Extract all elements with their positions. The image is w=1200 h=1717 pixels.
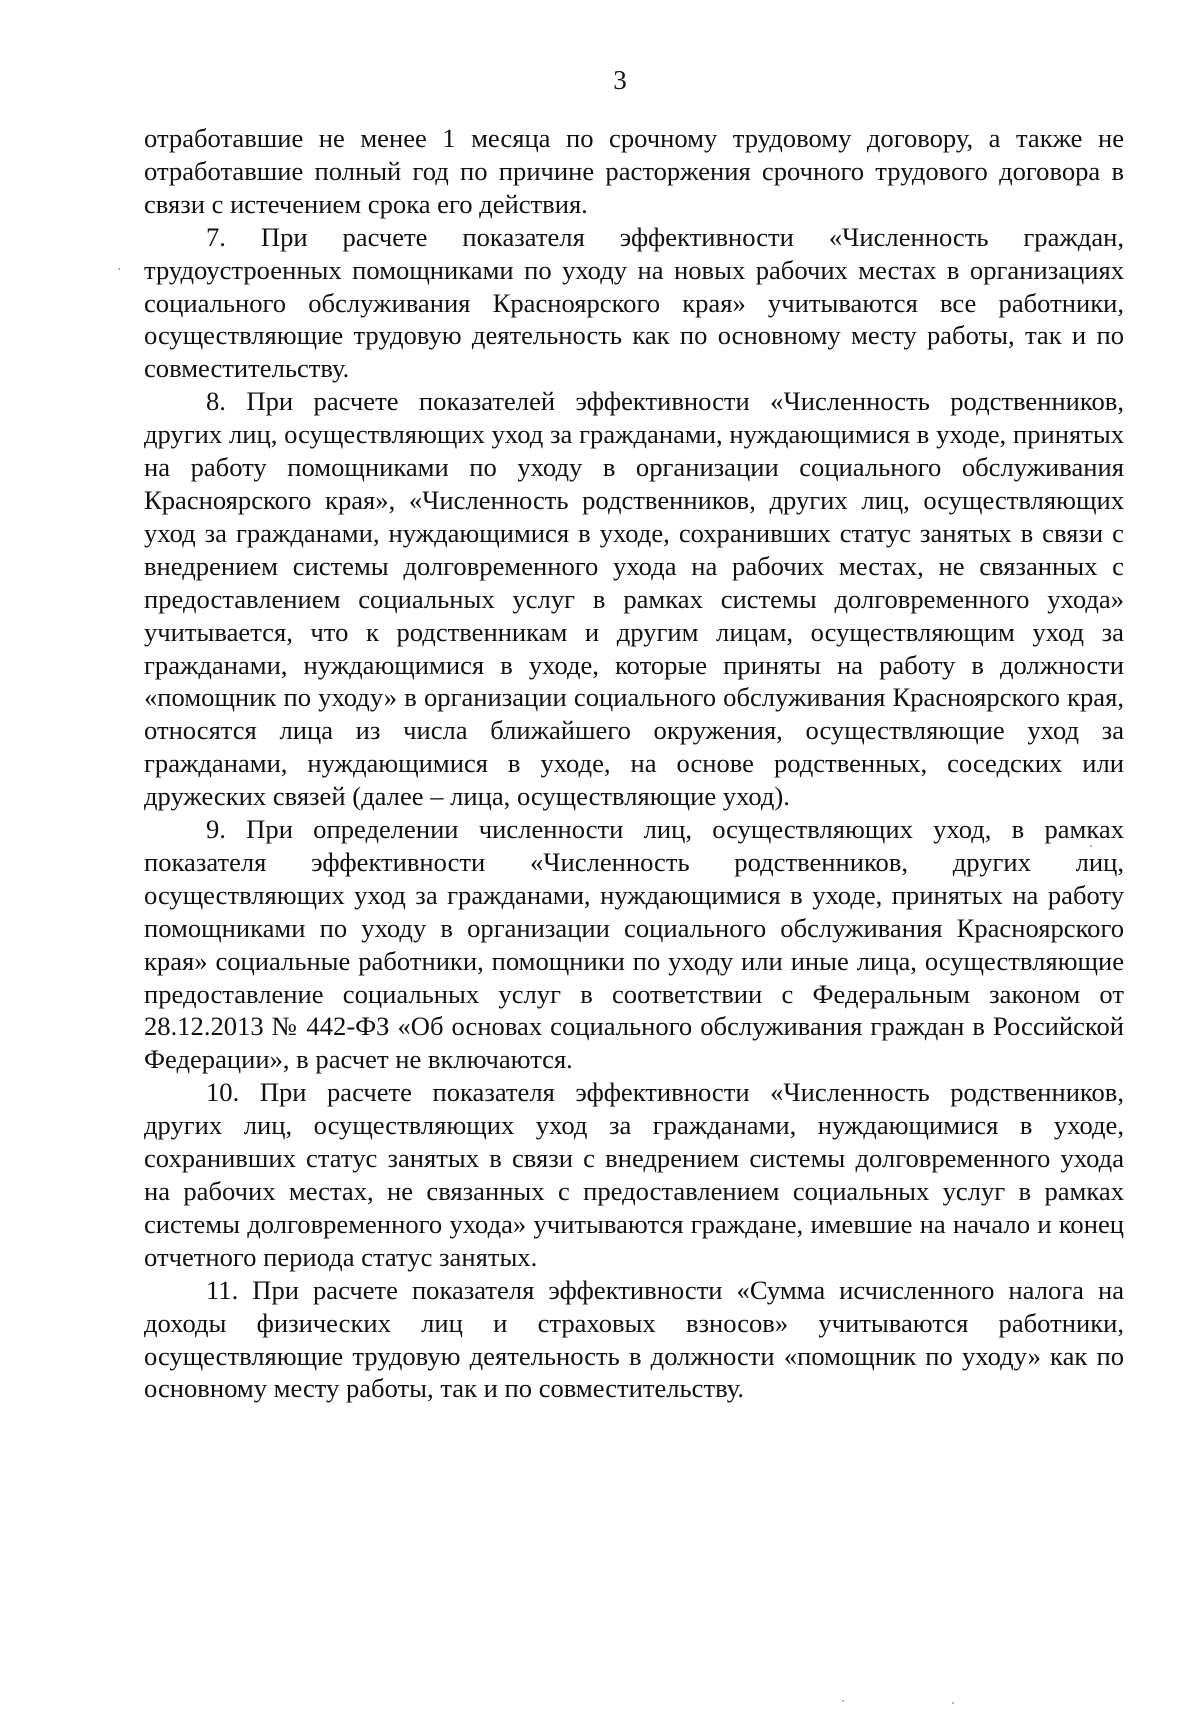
scan-speck	[842, 1700, 844, 1702]
paragraph-item-10: 10. При расчете показателя эффективности «Численность родственников, других лиц, осуществляющих уход за гражданами, нуждающимися в уходе, сохранивших статус занятых в связи с внедрением системы долговременного ухода на рабочих местах, не связанных с предоставлением социальных услуг в рамках системы долговременного ухода» учитываются граждане, имевшие на начало и конец отчетного периода статус занятых.	[144, 1077, 1124, 1272]
paragraph-item-11: 11. При расчете показателя эффективности «Сумма исчисленного налога на доходы физических лиц и страховых взносов» учитываются работники, осуществляющие трудовую деятельность в должности «помощник по уходу» как по основному месту работы, так и по совместительству.	[144, 1274, 1124, 1404]
paragraph-item-7: 7. При расчете показателя эффективности «Численность граждан, трудоустроенных помощниками по уходу на новых рабочих местах в организациях социального обслуживания Красноярского края» учитываются все работники, осуществляющие трудовую деятельность как по основному месту работы, так и по совместительству.	[144, 221, 1124, 384]
paragraph-item-8: 8. При расчете показателей эффективности «Численность родственников, других лиц, осуществляющих уход за гражданами, нуждающимися в уходе, принятых на работу помощниками по уходу в организации социального обслуживания Красноярского края», «Численность родственников, других лиц, осуществляющих уход за гражданами, нуждающимися в уходе, сохранивших статус занятых в связи с внедрением системы долговременного ухода на рабочих местах, не связанных с предоставлением социальных услуг в рамках системы долговременного ухода» учитывается, что к родственникам и другим лицам, осуществляющим уход за гражданами, нуждающимися в уходе, которые приняты на работу в должности «помощник по уходу» в организации социального обслуживания Красноярского края, относятся лица из числа ближайшего окружения, осуществляющие уход за гражданами, нуждающимися в уходе, на основе родственных, соседских или дружеских связей (далее – лица, осуществляющие уход).	[144, 386, 1124, 812]
scan-speck	[952, 1702, 954, 1704]
page-number: 3	[613, 65, 627, 95]
paragraph-item-9: 9. При определении численности лиц, осуществляющих уход, в рамках показателя эффективности «Численность родственников, других лиц, осуществляющих уход за гражданами, нуждающимися в уходе, принятых на работу помощниками по уходу в организации социального обслуживания Красноярского края» социальные работники, помощники по уходу или иные лица, осуществляющие предоставление социальных услуг в соответствии с Федеральным законом от 28.12.2013 № 442-ФЗ «Об основах социального обслуживания граждан в Российской Федерации», в расчет не включаются.	[144, 814, 1124, 1075]
scan-speck	[1090, 845, 1092, 847]
document-body	[144, 122, 1124, 1405]
scan-speck	[118, 268, 120, 270]
paragraph-continuation: отработавшие не менее 1 месяца по срочному трудовому договору, а также не отработавшие полный год по причине расторжения срочного трудового договора в связи с истечением срока его действия.	[144, 123, 1124, 219]
